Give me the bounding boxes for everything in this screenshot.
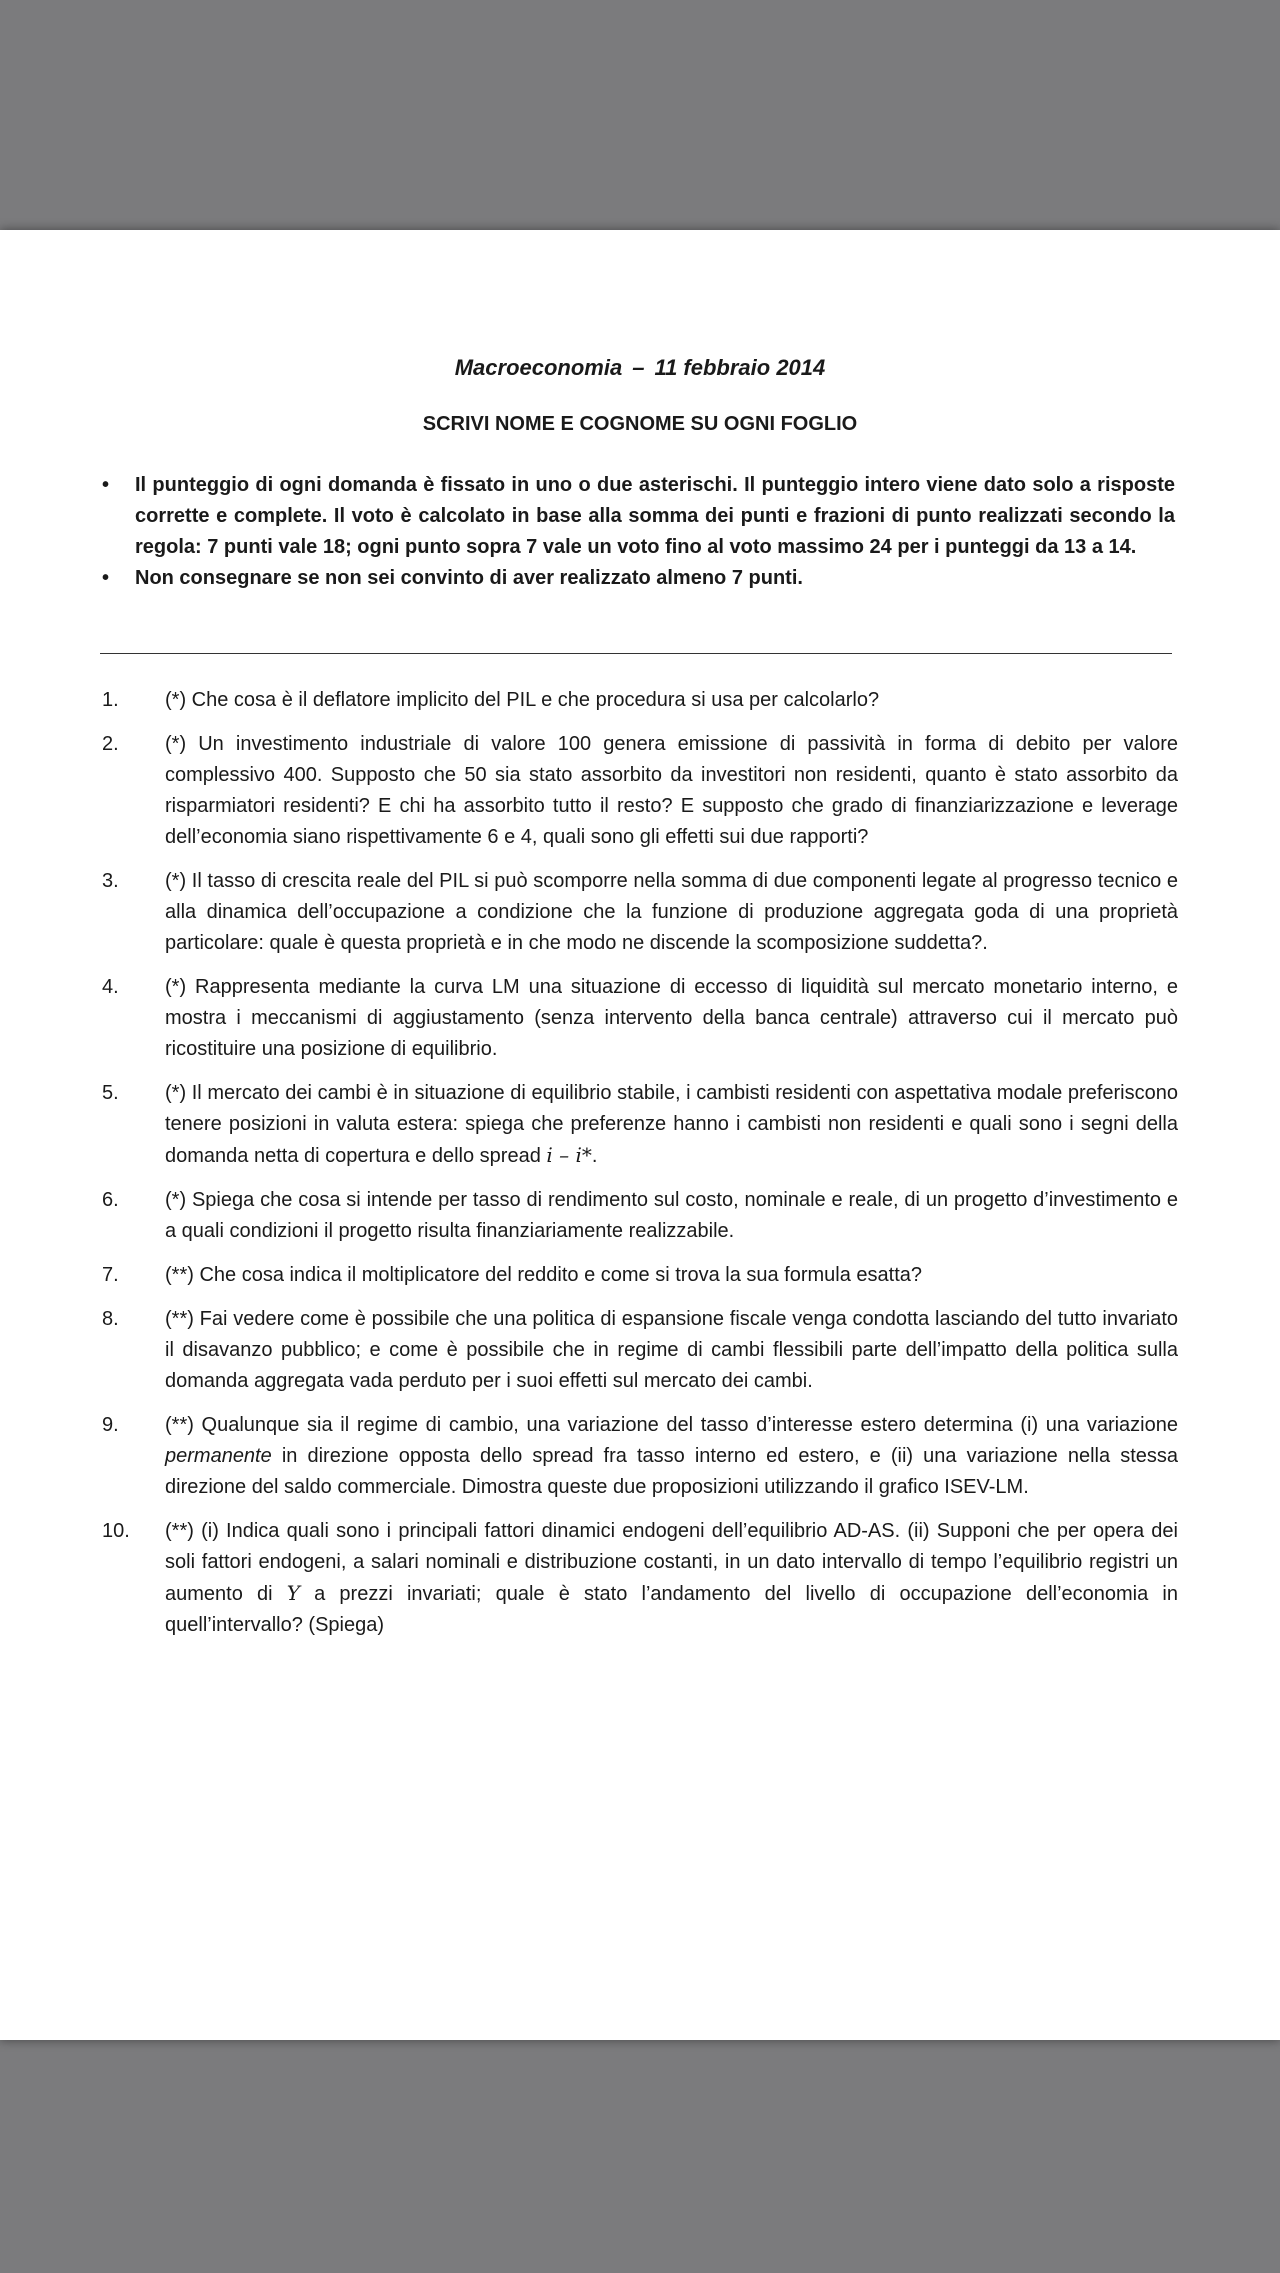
- bullet-icon: •: [102, 474, 110, 496]
- question-item: [100, 1410, 1178, 1503]
- separator-line: [100, 653, 1172, 654]
- question-text: (**) (i) Indica quali sono i principali fattori dinamici endogeni dell’equilibrio AD-AS. (ii) Supponi che per opera dei soli fattori endogeni, a salari nominali e distribuzione costanti, in un dato intervallo di tempo l’equilibrio registri un aumento di: [165, 1520, 1178, 1605]
- title-dash: –: [632, 355, 645, 380]
- questions-list: [100, 685, 1178, 1654]
- question-text: (*) Che cosa è il deflatore implicito del PIL e che procedura si usa per calcolarlo?: [165, 689, 880, 711]
- question-text: (*) Spiega che cosa si intende per tasso di rendimento sul costo, nominale e reale, di un progetto d’investimento e a quali condizioni il progetto risulta finanziariamente realizzabile.: [165, 1189, 1178, 1242]
- rule-item: [100, 470, 1175, 563]
- output-symbol: Y: [286, 1581, 300, 1605]
- viewer-backdrop-bottom: [0, 2040, 1280, 2273]
- question-item: [100, 866, 1178, 959]
- question-number: 6.: [102, 1189, 119, 1211]
- question-number: 4.: [102, 976, 119, 998]
- question-text: (**) Che cosa indica il moltiplicatore del reddito e come si trova la sua formula esatta?: [165, 1264, 923, 1286]
- rule-text: Non consegnare se non sei convinto di aver realizzato almeno 7 punti.: [135, 567, 803, 589]
- question-item: [100, 1078, 1178, 1172]
- rules-list: [100, 470, 1175, 594]
- question-number: 1.: [102, 689, 119, 711]
- question-number: 8.: [102, 1308, 119, 1330]
- question-item: [100, 1185, 1178, 1247]
- question-text-end: .: [591, 1145, 598, 1167]
- question-text: (*) Il tasso di crescita reale del PIL si può scomporre nella somma di due componenti legate al progresso tecnico e alla dinamica dell’occupazione a condizione che la funzione di produzione aggregata goda di una proprietà particolare: quale è questa proprietà e in che modo ne discende la scomposizione suddetta?.: [165, 870, 1178, 954]
- viewer-backdrop-top: [0, 0, 1280, 230]
- question-number: 7.: [102, 1264, 119, 1286]
- question-item: [100, 972, 1178, 1065]
- exam-course: Macroeconomia: [454, 355, 623, 380]
- question-item: [100, 729, 1178, 853]
- question-text: (*) Il mercato dei cambi è in situazione di equilibrio stabile, i cambisti residenti con aspettativa modale preferiscono tenere posizioni in valuta estera: spiega che preferenze hanno i cambisti non residenti e quali sono i segni della domanda netta di copertura e dello spread: [165, 1082, 1178, 1167]
- question-item: [100, 1304, 1178, 1397]
- question-text: (*) Un investimento industriale di valore 100 genera emissione di passività in forma di debito per valore complessivo 400. Supposto che 50 sia stato assorbito da investitori non residenti, quanto è stato assorbito da risparmiatori residenti? E chi ha assorbito tutto il resto? E supposto che grado di finanziarizzazione e leverage dell’economia siano rispettivamente 6 e 4, quali sono gli effetti sui due rapporti?: [165, 733, 1178, 848]
- question-item: [100, 1516, 1178, 1641]
- question-text: (**) Qualunque sia il regime di cambio, una variazione del tasso d’interesse estero determina (i) una variazione: [165, 1414, 1178, 1436]
- question-number: 3.: [102, 870, 119, 892]
- question-text-end: in direzione opposta dello spread fra tasso interno ed estero, e (ii) una variazione nella stessa direzione del saldo commerciale. Dimostra queste due proposizioni utilizzando il grafico ISEV-LM.: [165, 1445, 1178, 1498]
- question-number: 5.: [102, 1082, 119, 1104]
- emphasis-word: permanente: [165, 1445, 272, 1467]
- question-text: (*) Rappresenta mediante la curva LM una situazione di eccesso di liquidità sul mercato monetario interno, e mostra i meccanismi di aggiustamento (senza intervento della banca centrale) attraverso cui il mercato può ricostituire una posizione di equilibrio.: [165, 976, 1178, 1060]
- rule-item: [100, 563, 1175, 594]
- question-item: [100, 685, 1178, 716]
- exam-date: 11 febbraio 2014: [654, 355, 826, 380]
- document-page[interactable]: [0, 230, 1280, 2040]
- question-text-end: a prezzi invariati; quale è stato l’andamento del livello di occupazione dell’economia in quell’intervallo? (Spiega): [165, 1583, 1178, 1636]
- question-text: (**) Fai vedere come è possibile che una politica di espansione fiscale venga condotta lasciando del tutto invariato il disavanzo pubblico; e come è possibile che in regime di cambi flessibili parte dell’impatto della politica sulla domanda aggregata vada perduto per i suoi effetti sul mercato dei cambi.: [165, 1308, 1178, 1392]
- question-number: 2.: [102, 733, 119, 755]
- question-number: 10.: [102, 1520, 130, 1542]
- question-item: [100, 1260, 1178, 1291]
- rule-text: Il punteggio di ogni domanda è fissato in uno o due asterischi. Il punteggio intero viene dato solo a risposte corrette e complete. Il voto è calcolato in base alla somma dei punti e frazioni di punto realizzati secondo la regola: 7 punti vale 18; ogni punto sopra 7 vale un voto fino al voto massimo 24 per i punteggi da 13 a 14.: [135, 474, 1175, 558]
- bullet-icon: •: [102, 567, 110, 589]
- exam-instruction: SCRIVI NOME E COGNOME SU OGNI FOGLIO: [422, 413, 858, 435]
- exam-title: [0, 355, 1280, 381]
- question-number: 9.: [102, 1414, 119, 1436]
- spread-formula: i – i*: [546, 1143, 592, 1167]
